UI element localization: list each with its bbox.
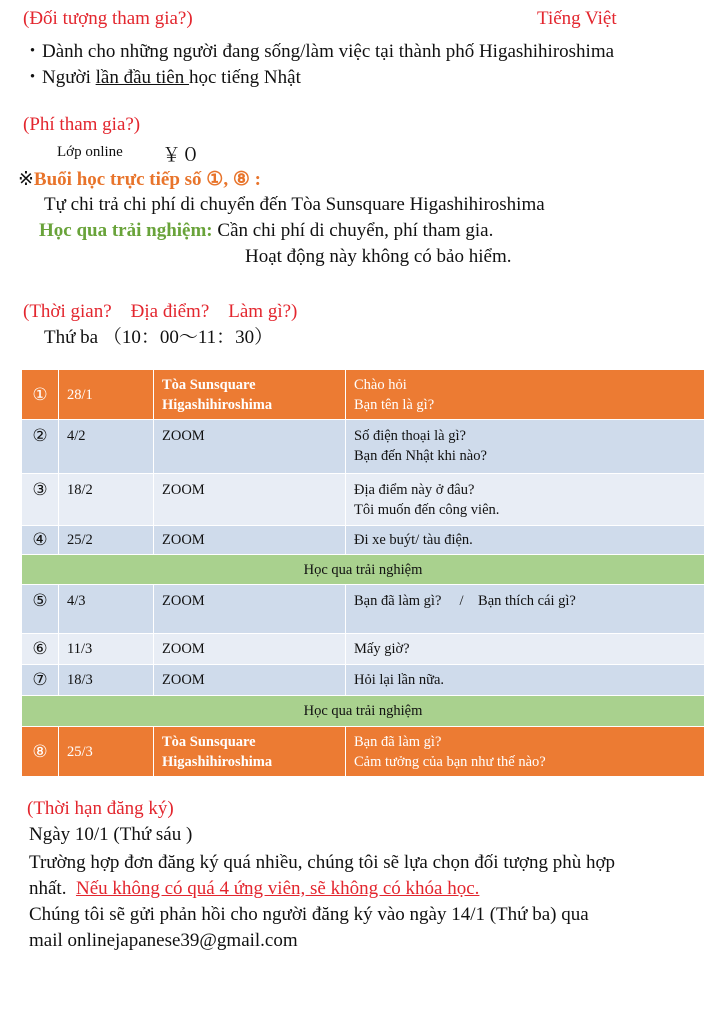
session-date: 11/3 — [59, 634, 154, 665]
place-line-2: Higashihiroshima — [162, 396, 273, 413]
session-place: ZOOM — [154, 526, 346, 555]
table-row — [22, 696, 705, 727]
experience-session: Học qua trải nghiệm — [22, 555, 705, 585]
experience-session: Học qua trải nghiệm — [22, 696, 705, 727]
experience-cost-text: Cần chi phí di chuyển, phí tham gia. — [212, 220, 494, 241]
fee-heading: (Phí tham gia?) — [23, 114, 141, 135]
travel-cost-note: Tự chi trả chi phí di chuyển đến Tòa Sunsquare Higashihiroshima — [44, 194, 545, 215]
contact-email: mail onlinejapanese39@gmail.com — [29, 930, 298, 951]
experience-fee-line — [39, 220, 493, 242]
place-line-2: Higashihiroshima — [162, 753, 273, 770]
session-date: 25/2 — [59, 526, 154, 555]
place-line-1: Tòa Sunsquare — [162, 376, 256, 393]
session-number: ③ — [22, 474, 59, 526]
session-topic: Đi xe buýt/ tàu điện. — [346, 526, 705, 555]
participants-line-2-prefix: ・Người — [23, 67, 96, 88]
session-date: 18/2 — [59, 474, 154, 526]
session-number: ⑥ — [22, 634, 59, 665]
place-line-1: Tòa Sunsquare — [162, 733, 256, 750]
deadline-date: Ngày 10/1 (Thứ sáu ) — [29, 824, 193, 845]
deadline-line-2-prefix: nhất. — [29, 878, 76, 899]
session-date: 4/3 — [59, 585, 154, 634]
online-class-label: Lớp online — [57, 144, 123, 160]
session-number: ⑧ — [22, 727, 59, 777]
session-number: ⑤ — [22, 585, 59, 634]
session-place — [154, 727, 346, 777]
session-place: ZOOM — [154, 634, 346, 665]
in-person-note — [18, 168, 261, 191]
deadline-heading: (Thời hạn đăng ký) — [27, 798, 174, 819]
session-topic — [346, 420, 705, 474]
session-date: 4/2 — [59, 420, 154, 474]
session-topic: Hỏi lại lần nữa. — [346, 665, 705, 696]
experience-label: Học qua trải nghiệm: — [39, 220, 213, 241]
session-date: 28/1 — [59, 370, 154, 420]
session-place: ZOOM — [154, 474, 346, 526]
session-place — [154, 370, 346, 420]
class-time: Thứ ba （10：00～11：30） — [44, 327, 274, 348]
session-topic — [346, 727, 705, 777]
participants-line-2-suffix: học tiếng Nhật — [189, 67, 301, 88]
session-date: 18/3 — [59, 665, 154, 696]
session-place: ZOOM — [154, 585, 346, 634]
topic-line-1: Địa điểm này ở đâu? — [354, 482, 475, 498]
schedule-heading: (Thời gian? Địa điểm? Làm gì?) — [23, 301, 298, 322]
deadline-line-1: Trường hợp đơn đăng ký quá nhiều, chúng tôi sẽ lựa chọn đối tượng phù hợp — [29, 852, 615, 873]
session-number: ⑦ — [22, 665, 59, 696]
session-topic — [346, 370, 705, 420]
participants-heading: (Đối tượng tham gia?) — [23, 8, 193, 29]
online-class-fee: ￥０ — [162, 145, 201, 166]
topic-line-2: Tôi muốn đến công viên. — [354, 502, 500, 518]
participants-line-2 — [23, 62, 301, 89]
table-row — [22, 665, 705, 696]
table-row — [22, 474, 705, 526]
topic-line-1: Số điện thoại là gì? — [354, 428, 466, 444]
participants-line-1: ・Dành cho những người đang sống/làm việc tại thành phố Higashihiroshima — [23, 41, 615, 62]
session-topic — [346, 474, 705, 526]
topic-line-2: Bạn đến Nhật khi nào? — [354, 448, 487, 464]
table-row — [22, 585, 705, 634]
topic-line-2: Cảm tưởng của bạn như thế nào? — [354, 753, 546, 770]
table-row — [22, 526, 705, 555]
insurance-note: Hoạt động này không có bảo hiểm. — [245, 246, 512, 267]
table-row — [22, 370, 705, 420]
session-place: ZOOM — [154, 420, 346, 474]
in-person-sessions-label: Buổi học trực tiếp số ①, ⑧ : — [33, 169, 261, 190]
session-number: ② — [22, 420, 59, 474]
first-time-emphasis: lần đầu tiên — [95, 67, 189, 88]
session-place: ZOOM — [154, 665, 346, 696]
table-row — [22, 555, 705, 585]
session-topic: Mấy giờ? — [346, 634, 705, 665]
topic-line-1: Chào hỏi — [354, 376, 407, 393]
deadline-line-3: Chúng tôi sẽ gửi phản hồi cho người đăng ký vào ngày 14/1 (Thứ ba) qua — [29, 904, 589, 925]
deadline-line-2 — [29, 878, 479, 900]
session-number: ④ — [22, 526, 59, 555]
note-mark: ※ — [18, 169, 34, 190]
minimum-applicants-warning: Nếu không có quá 4 ứng viên, sẽ không có khóa học. — [75, 878, 480, 899]
session-topic: Bạn đã làm gì? / Bạn thích cái gì? — [346, 585, 705, 634]
table-row — [22, 420, 705, 474]
language-label: Tiếng Việt — [537, 8, 617, 29]
topic-line-2: Bạn tên là gì? — [354, 396, 435, 413]
table-row — [22, 727, 705, 777]
topic-line-1: Bạn đã làm gì? — [354, 733, 442, 750]
session-date: 25/3 — [59, 727, 154, 777]
schedule-table — [21, 369, 705, 777]
session-number: ① — [22, 370, 59, 420]
table-row — [22, 634, 705, 665]
